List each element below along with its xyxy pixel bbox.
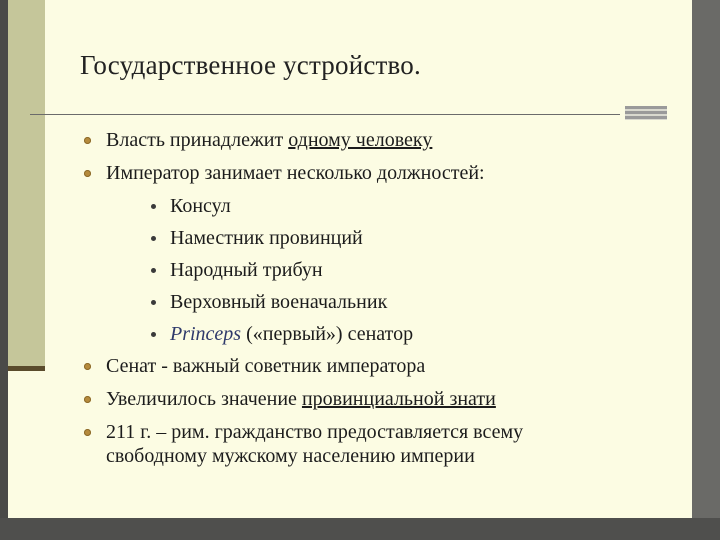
bullet-icon bbox=[84, 363, 91, 370]
sub-item-text: Наместник провинций bbox=[170, 227, 363, 249]
bullet-icon bbox=[84, 170, 91, 177]
item-text: Власть принадлежит bbox=[106, 129, 289, 151]
sub-item-text: Верховный военачальник bbox=[170, 291, 388, 313]
item-text: Увеличилось значение bbox=[106, 388, 302, 410]
list-item bbox=[78, 354, 678, 378]
divider-block bbox=[625, 106, 667, 120]
sub-item-text: Народный трибун bbox=[170, 259, 323, 281]
list-item bbox=[78, 128, 678, 152]
item-text: Сенат - важный советник императора bbox=[106, 355, 426, 377]
slide-title: Государственное устройство. bbox=[80, 50, 421, 80]
item-underlined-text: провинциальной знати bbox=[301, 388, 496, 410]
bullet-list bbox=[78, 128, 678, 477]
bullet-icon bbox=[84, 137, 91, 144]
list-item bbox=[78, 420, 606, 468]
sub-bullet-icon bbox=[151, 268, 156, 273]
title-divider bbox=[30, 114, 620, 115]
sub-item-text: («первый») сенатор bbox=[241, 323, 414, 345]
list-item bbox=[78, 387, 678, 411]
list-item bbox=[78, 161, 678, 185]
frame-bottom bbox=[0, 518, 720, 540]
sub-list-item bbox=[78, 322, 678, 346]
sub-item-text: Консул bbox=[170, 195, 231, 217]
bullet-icon bbox=[84, 396, 91, 403]
sub-bullet-icon bbox=[151, 300, 156, 305]
left-accent-band bbox=[8, 0, 45, 370]
sub-list-item bbox=[78, 290, 678, 314]
sub-list-item bbox=[78, 194, 678, 218]
frame-left bbox=[0, 0, 8, 540]
item-text: Император занимает несколько должностей: bbox=[106, 162, 485, 184]
sub-item-italic-text: Princeps bbox=[170, 323, 242, 345]
sub-bullet-icon bbox=[151, 236, 156, 241]
left-accent-line bbox=[8, 366, 45, 371]
sub-bullet-icon bbox=[151, 204, 156, 209]
item-underlined-text: одному человеку bbox=[288, 129, 433, 151]
sub-list-item bbox=[78, 226, 678, 250]
item-text: 211 г. – рим. гражданство предоставляется всему свободному мужскому населению империи bbox=[106, 421, 524, 467]
sub-list-item bbox=[78, 258, 678, 282]
sub-bullet-icon bbox=[151, 332, 156, 337]
slide bbox=[8, 0, 692, 518]
frame-right bbox=[692, 0, 720, 540]
bullet-icon bbox=[84, 429, 91, 436]
